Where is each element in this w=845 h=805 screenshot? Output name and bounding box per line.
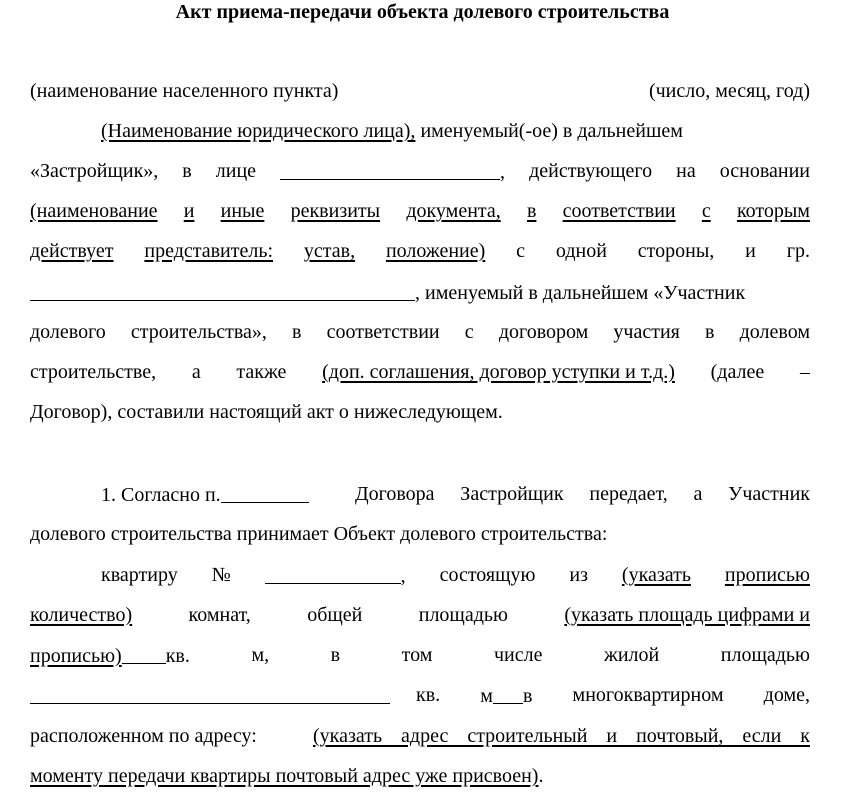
intro-line-6: долевого строительства», в соответствии с договором участия в долевом xyxy=(30,321,810,343)
item1-line-2: долевого строительства принимает Объект долевого строительства: xyxy=(30,523,608,545)
apartment-number-blank[interactable] xyxy=(265,563,401,584)
item1-line-3: квартиру № , состоящую из (указать прописью xyxy=(101,564,810,587)
legal-entity-placeholder: (Наименование юридического лица), xyxy=(101,120,416,142)
participant-name-blank[interactable] xyxy=(30,280,415,301)
item1-line-1-tail: Договора Застройщик передает, а Участник xyxy=(355,483,810,505)
clause-number-blank[interactable] xyxy=(221,482,309,503)
area-placeholder: (указать площадь цифрами и xyxy=(564,604,810,626)
item1-line-6-blank xyxy=(30,683,390,708)
intro-line-3: (наименование и иные реквизиты документа, в соответствии с которым xyxy=(30,200,810,222)
intro-line-5: , именуемый в дальнейшем «Участник xyxy=(30,280,745,305)
intro-line-2: «Застройщик», в лице , действующего на основании xyxy=(30,160,810,183)
address-placeholder: (указать адрес строительный и почтовый, если к xyxy=(313,725,810,747)
item1-line-4: количество) комнат, общей площадью (указать площадь цифрами и xyxy=(30,604,810,626)
document-title: Акт приема-передачи объекта долевого строительства xyxy=(175,1,670,23)
intro-line-4: действует представитель: устав, положение) с одной стороны, и гр. xyxy=(30,240,810,262)
unit-blank[interactable] xyxy=(493,683,523,704)
intro-line-7: строительстве, а также (доп. соглашения, договор уступки и т.д.) (далее – xyxy=(30,361,810,383)
intro-line-1: (Наименование юридического лица), именуемый(-ое) в дальнейшем xyxy=(101,120,683,142)
living-area-blank[interactable] xyxy=(30,683,390,704)
item1-line-5: прописью) кв. м, в том числе жилой площадью xyxy=(30,644,810,667)
representative-blank[interactable] xyxy=(280,159,500,180)
area-blank[interactable] xyxy=(122,643,166,664)
item1-line-1: 1. Согласно п. xyxy=(101,482,309,507)
item1-line-7: расположенном по адресу: xyxy=(30,725,257,747)
date-placeholder: (число, месяц, год) xyxy=(648,80,810,102)
agreement-placeholder: (доп. соглашения, договор уступки и т.д.) xyxy=(322,361,675,383)
place-placeholder: (наименование населенного пункта) xyxy=(30,80,339,102)
item1-line-8: моменту передачи квартиры почтовый адрес уже присвоен). xyxy=(30,765,544,787)
header-row xyxy=(30,79,810,103)
item1-line-6: кв. м в многоквартирном доме, xyxy=(416,684,810,707)
intro-line-8: Договор), составили настоящий акт о нижеследующем. xyxy=(30,401,503,423)
